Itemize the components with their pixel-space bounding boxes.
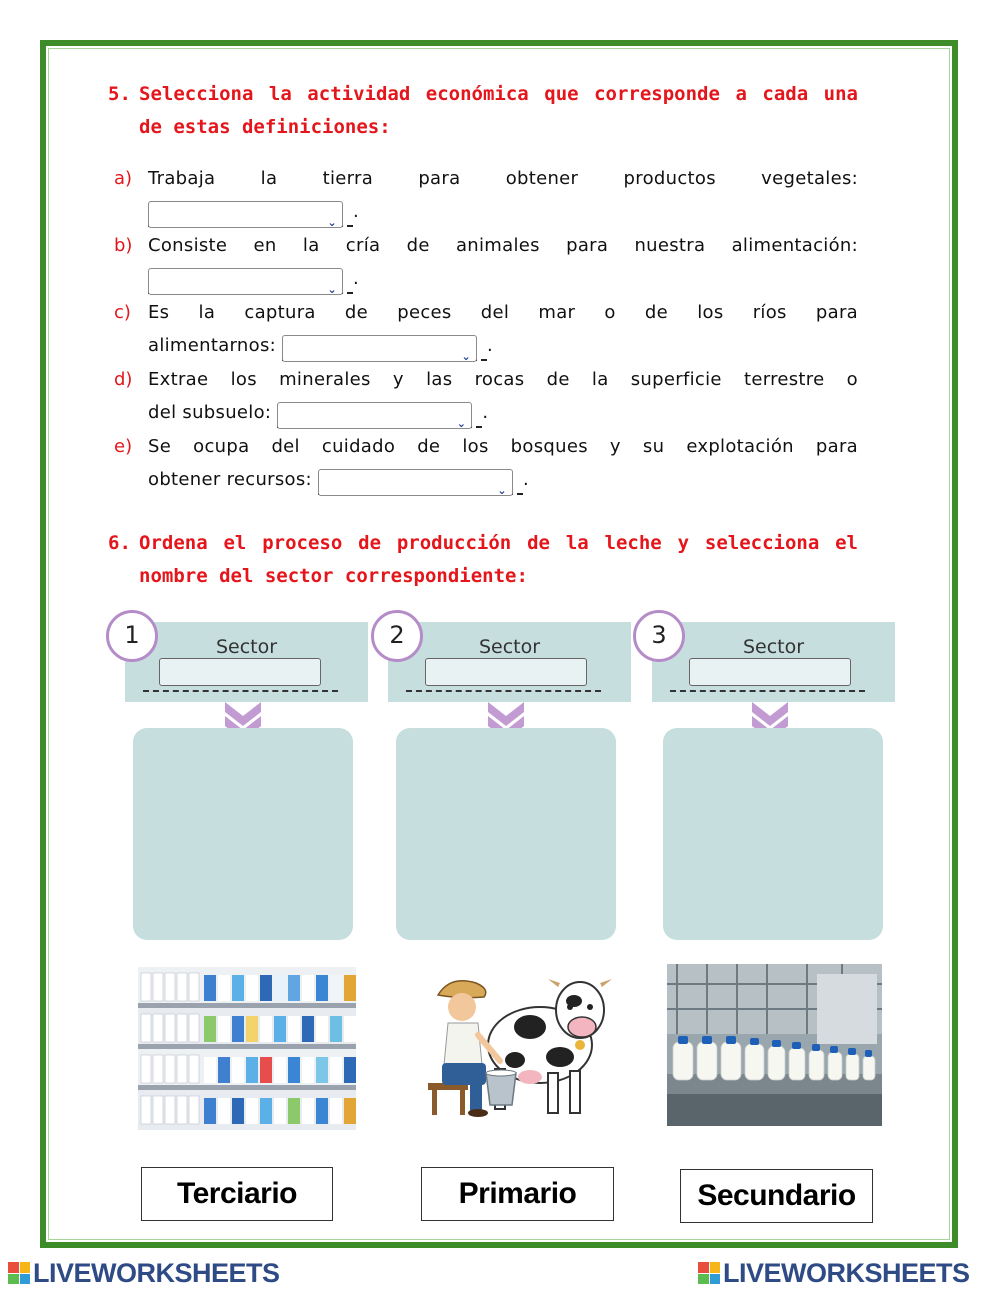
chevron-down-icon: ⌄ xyxy=(456,417,467,430)
image-drop-card-1[interactable] xyxy=(133,728,353,940)
q6-title xyxy=(108,527,858,593)
answer-blank xyxy=(277,402,482,430)
chevron-down-icon: ⌄ xyxy=(461,350,472,363)
sector-header-2 xyxy=(388,622,631,702)
item-period: . xyxy=(487,335,494,356)
item-label: d) xyxy=(114,369,133,390)
sector-title: Sector xyxy=(478,636,541,658)
brand-right xyxy=(698,1258,970,1288)
brand-text: LIVEWORKSHEETS xyxy=(723,1257,970,1288)
chevron-down-icon: ⌄ xyxy=(497,484,507,497)
item-period: . xyxy=(482,402,489,423)
answer-blank xyxy=(148,201,353,229)
liveworksheets-logo-icon xyxy=(8,1262,30,1284)
answer-dropdown-e[interactable] xyxy=(318,469,513,496)
answer-dropdown-c[interactable] xyxy=(282,335,477,362)
item-label: e) xyxy=(114,436,133,457)
item-text: Extrae los minerales y las rocas de la superficie terrestre o xyxy=(148,369,858,390)
q5-item-d xyxy=(114,363,858,429)
item-period: . xyxy=(353,201,360,222)
supermarket-milk-shelves-icon xyxy=(138,967,356,1130)
q5-item-c xyxy=(114,296,858,362)
item-text: Consiste en la cría de animales para nuestra alimentación: xyxy=(148,235,858,256)
brand-left xyxy=(8,1258,280,1288)
answer-dropdown-b[interactable] xyxy=(148,268,343,295)
sector-title: Sector xyxy=(215,636,278,658)
answer-blank xyxy=(318,469,523,497)
word-tile-primario[interactable]: Primario xyxy=(421,1167,614,1221)
q5-title xyxy=(108,78,858,144)
image-drop-card-2[interactable] xyxy=(396,728,616,940)
q5-title-text: Selecciona la actividad económica que corresponde a cada una de estas definiciones: xyxy=(139,83,858,138)
sector-underline xyxy=(143,690,338,692)
item-label: c) xyxy=(114,302,131,323)
sector-header-3 xyxy=(652,622,895,702)
item-text-2: del subsuelo: xyxy=(148,402,272,423)
item-text: Trabaja la tierra para obtener productos vegetales: xyxy=(148,168,858,189)
q5-item-b xyxy=(114,229,858,295)
answer-dropdown-a[interactable] xyxy=(148,201,343,228)
milk-bottling-factory-icon xyxy=(667,964,882,1126)
word-tile-terciario[interactable]: Terciario xyxy=(141,1167,333,1221)
sector-drop-target-2[interactable] xyxy=(425,658,587,686)
supermarket-milk-shelves-image[interactable] xyxy=(138,967,356,1130)
farmer-milking-cow-icon xyxy=(420,965,618,1123)
item-text: Se ocupa del cuidado de los bosques y su explotación para xyxy=(148,436,858,457)
item-label: a) xyxy=(114,168,133,189)
q5-item-e xyxy=(114,430,858,496)
farmer-milking-cow-image[interactable] xyxy=(420,965,618,1123)
step-number-1: 1 xyxy=(106,610,158,662)
chevron-down-icon: ⌄ xyxy=(327,216,337,229)
item-label: b) xyxy=(114,235,133,256)
q5-item-a xyxy=(114,162,858,228)
sector-underline xyxy=(406,690,601,692)
sector-drop-target-3[interactable] xyxy=(689,658,851,686)
brand-text: LIVEWORKSHEETS xyxy=(33,1257,280,1288)
item-text: Es la captura de peces del mar o de los ríos para xyxy=(148,302,858,323)
answer-blank xyxy=(282,335,487,363)
answer-blank xyxy=(148,268,353,296)
q5-number: 5. xyxy=(108,83,131,105)
chevron-down-icon: ⌄ xyxy=(327,283,337,296)
liveworksheets-logo-icon xyxy=(698,1262,720,1284)
sector-title: Sector xyxy=(742,636,805,658)
q6-title-text: Ordena el proceso de producción de la leche y selecciona el nombre del sector correspondiente: xyxy=(139,532,858,587)
item-period: . xyxy=(353,268,360,289)
image-drop-card-3[interactable] xyxy=(663,728,883,940)
answer-dropdown-d[interactable] xyxy=(277,402,472,429)
sector-drop-target-1[interactable] xyxy=(159,658,321,686)
sector-header-1 xyxy=(125,622,368,702)
step-number-2: 2 xyxy=(371,610,423,662)
sector-underline xyxy=(670,690,865,692)
step-number-3: 3 xyxy=(633,610,685,662)
word-tile-secundario[interactable]: Secundario xyxy=(680,1169,873,1223)
q6-number: 6. xyxy=(108,532,131,554)
item-text-2: alimentarnos: xyxy=(148,335,276,356)
item-text-2: obtener recursos: xyxy=(148,469,312,490)
milk-bottling-factory-image[interactable] xyxy=(667,964,882,1126)
item-period: . xyxy=(522,469,529,490)
